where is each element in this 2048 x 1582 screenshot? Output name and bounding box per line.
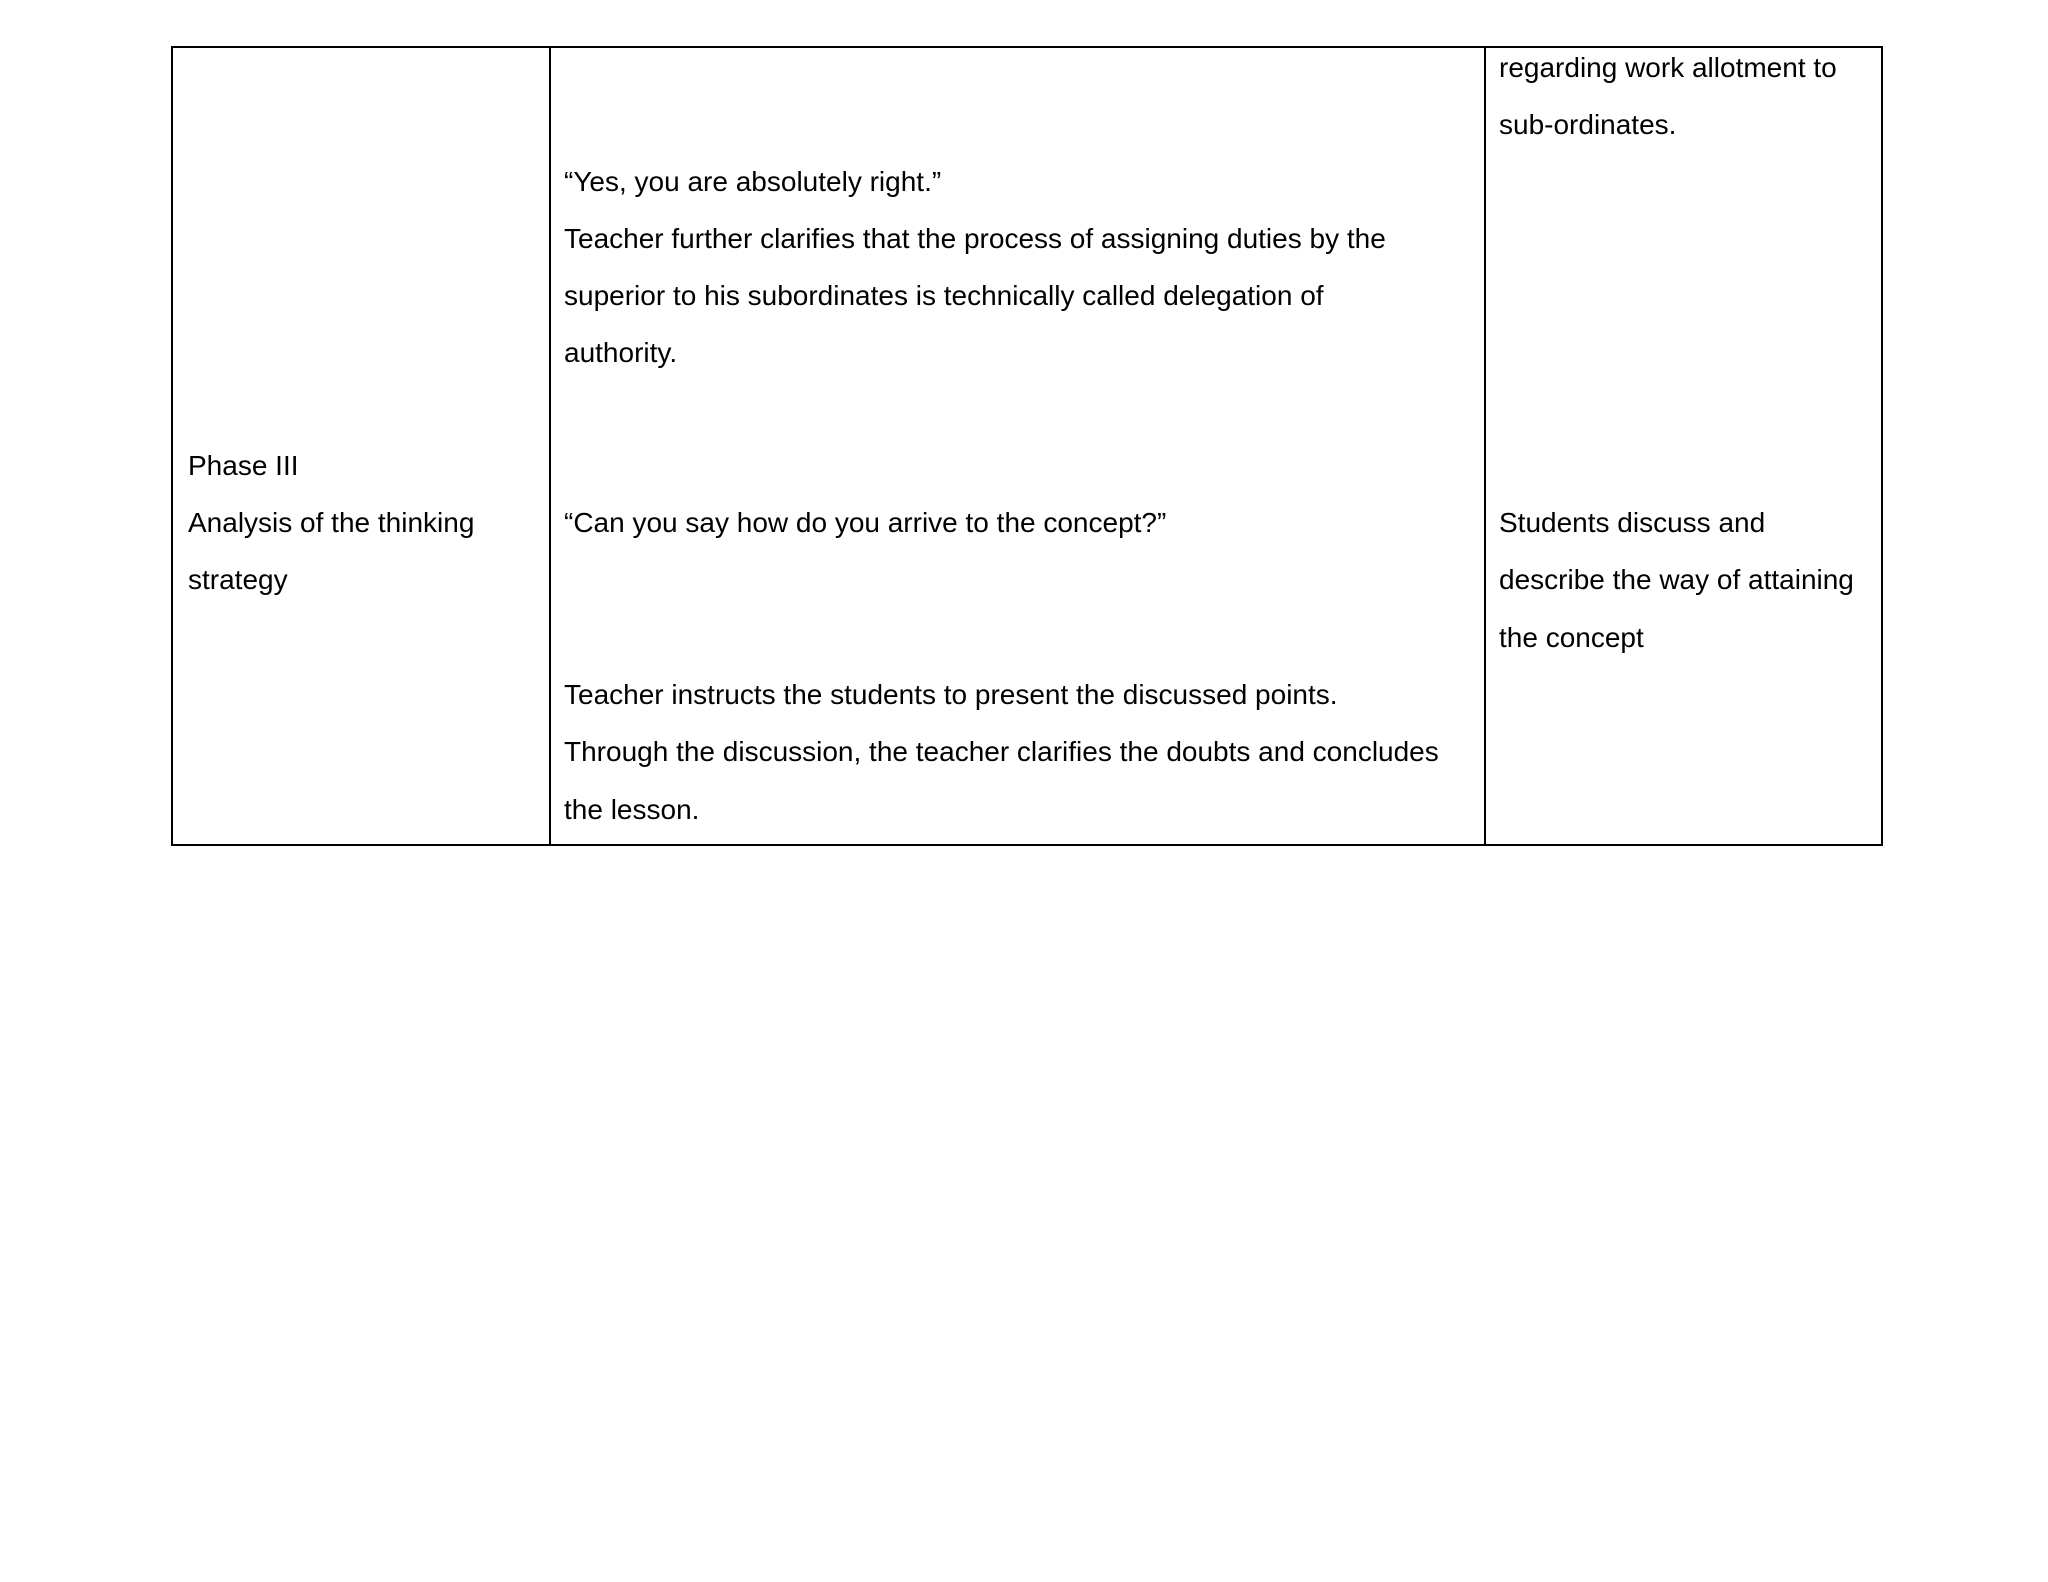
teacher-text-line: Through the discussion, the teacher clarifies the doubts and concludes — [564, 736, 1439, 767]
teacher-text-line: superior to his subordinates is technically called delegation of — [564, 280, 1324, 311]
phase-description-line: Analysis of the thinking — [188, 507, 475, 538]
column-divider — [1484, 48, 1486, 844]
student-text-line: regarding work allotment to — [1499, 52, 1837, 83]
student-text-line: the concept — [1499, 622, 1644, 653]
lesson-plan-table — [171, 46, 1883, 846]
phase-title: Phase III — [188, 450, 299, 481]
teacher-question: “Can you say how do you arrive to the concept?” — [564, 507, 1167, 538]
teacher-text-line: Teacher further clarifies that the process of assigning duties by the — [564, 223, 1386, 254]
teacher-text-line: authority. — [564, 337, 678, 368]
teacher-text-line: the lesson. — [564, 794, 700, 825]
student-text-line: Students discuss and — [1499, 507, 1766, 538]
teacher-text-line: Teacher instructs the students to present the discussed points. — [564, 679, 1338, 710]
student-text-line: describe the way of attaining — [1499, 564, 1854, 595]
phase-description-line: strategy — [188, 564, 288, 595]
teacher-quote: “Yes, you are absolutely right.” — [564, 166, 942, 197]
column-divider — [549, 48, 551, 844]
student-text-line: sub-ordinates. — [1499, 109, 1677, 140]
